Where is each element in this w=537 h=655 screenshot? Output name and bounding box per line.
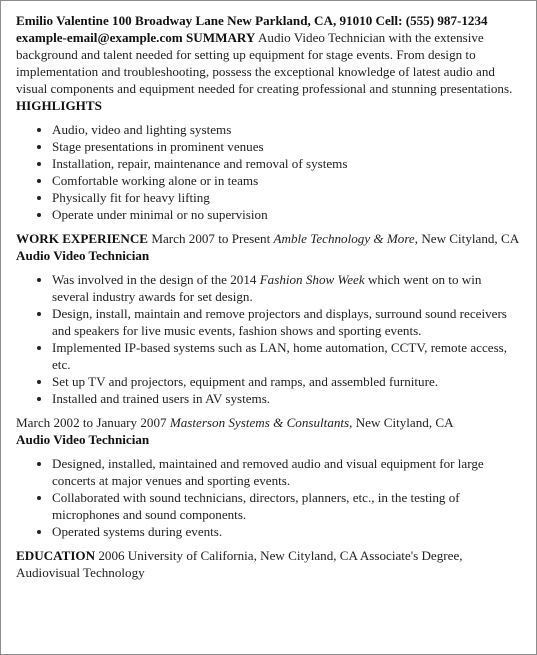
company-name: Masterson Systems & Consultants <box>169 415 350 430</box>
highlights-heading: HIGHLIGHTS <box>16 98 102 113</box>
address: 100 Broadway Lane New Parkland, CA, 91010 <box>112 13 373 28</box>
job-1-header <box>16 230 521 264</box>
phone-number: (555) 987-1234 <box>405 13 488 28</box>
summary-heading: SUMMARY <box>186 30 256 45</box>
list-item <box>52 271 521 305</box>
job-1-duties-list <box>16 271 521 407</box>
education-heading: EDUCATION <box>16 548 96 563</box>
list-item: • Installation, repair, maintenance and removal of systems <box>52 155 521 172</box>
company-name: Amble Technology & More <box>273 231 415 246</box>
comma-separator: , <box>349 415 353 430</box>
summary-text: Audio Video Technician with the extensive background and talent needed for setting up equipment for stage events. From design to implementation and troubleshooting, possess the exceptional knowledge of latest audio and visual components and equipment needed for creating professional and stunning presentations. <box>16 30 513 96</box>
job-2-header <box>16 414 521 448</box>
list-item: • Comfortable working alone or in teams <box>52 172 521 189</box>
highlights-list <box>16 121 521 223</box>
job-title: Audio Video Technician <box>16 248 150 263</box>
email-address: example-email@example.com <box>16 30 183 45</box>
list-item: • Set up TV and projectors, equipment and ramps, and assembled furniture. <box>52 373 521 390</box>
list-item: • Designed, installed, maintained and removed audio and visual equipment for large concerts at major venues and sporting events. <box>52 455 521 489</box>
job-location: New Cityland, CA <box>421 231 519 246</box>
list-item: • Audio, video and lighting systems <box>52 121 521 138</box>
list-item: • Physically fit for heavy lifting <box>52 189 521 206</box>
event-name: Fashion Show Week <box>259 272 365 287</box>
list-item: • Collaborated with sound technicians, directors, planners, etc., in the testing of microphones and sound components. <box>52 489 521 523</box>
job-title: Audio Video Technician <box>16 432 150 447</box>
work-experience-heading: WORK EXPERIENCE <box>16 231 149 246</box>
list-item: • Operate under minimal or no supervision <box>52 206 521 223</box>
candidate-name: Emilio Valentine <box>16 13 109 28</box>
job-location: New Cityland, CA <box>355 415 454 430</box>
duty-text-end: which went on to win several industry awards for set design. <box>52 272 482 304</box>
list-item: • Operated systems during events. <box>52 523 521 540</box>
education-paragraph <box>16 547 521 581</box>
education-text: 2006 University of California, New Cityland, CA Associate's Degree, Audiovisual Technology <box>16 548 463 580</box>
comma-separator: , <box>414 231 419 246</box>
header-summary-paragraph <box>16 12 521 114</box>
job-dates: March 2002 to January 2007 <box>16 415 167 430</box>
list-item: • Design, install, maintain and remove projectors and displays, surround sound receivers and speakers for live music events, fashion shows and sporting events. <box>52 305 521 339</box>
job-2-duties-list <box>16 455 521 540</box>
duty-text-start: Was involved in the design of the 2014 <box>52 272 260 287</box>
list-item: • Implemented IP-based systems such as LAN, home automation, CCTV, remote access, etc. <box>52 339 521 373</box>
list-item: • Installed and trained users in AV systems. <box>52 390 521 407</box>
job-dates: March 2007 to Present <box>151 231 271 246</box>
cell-label: Cell: <box>375 13 403 28</box>
list-item: • Stage presentations in prominent venues <box>52 138 521 155</box>
